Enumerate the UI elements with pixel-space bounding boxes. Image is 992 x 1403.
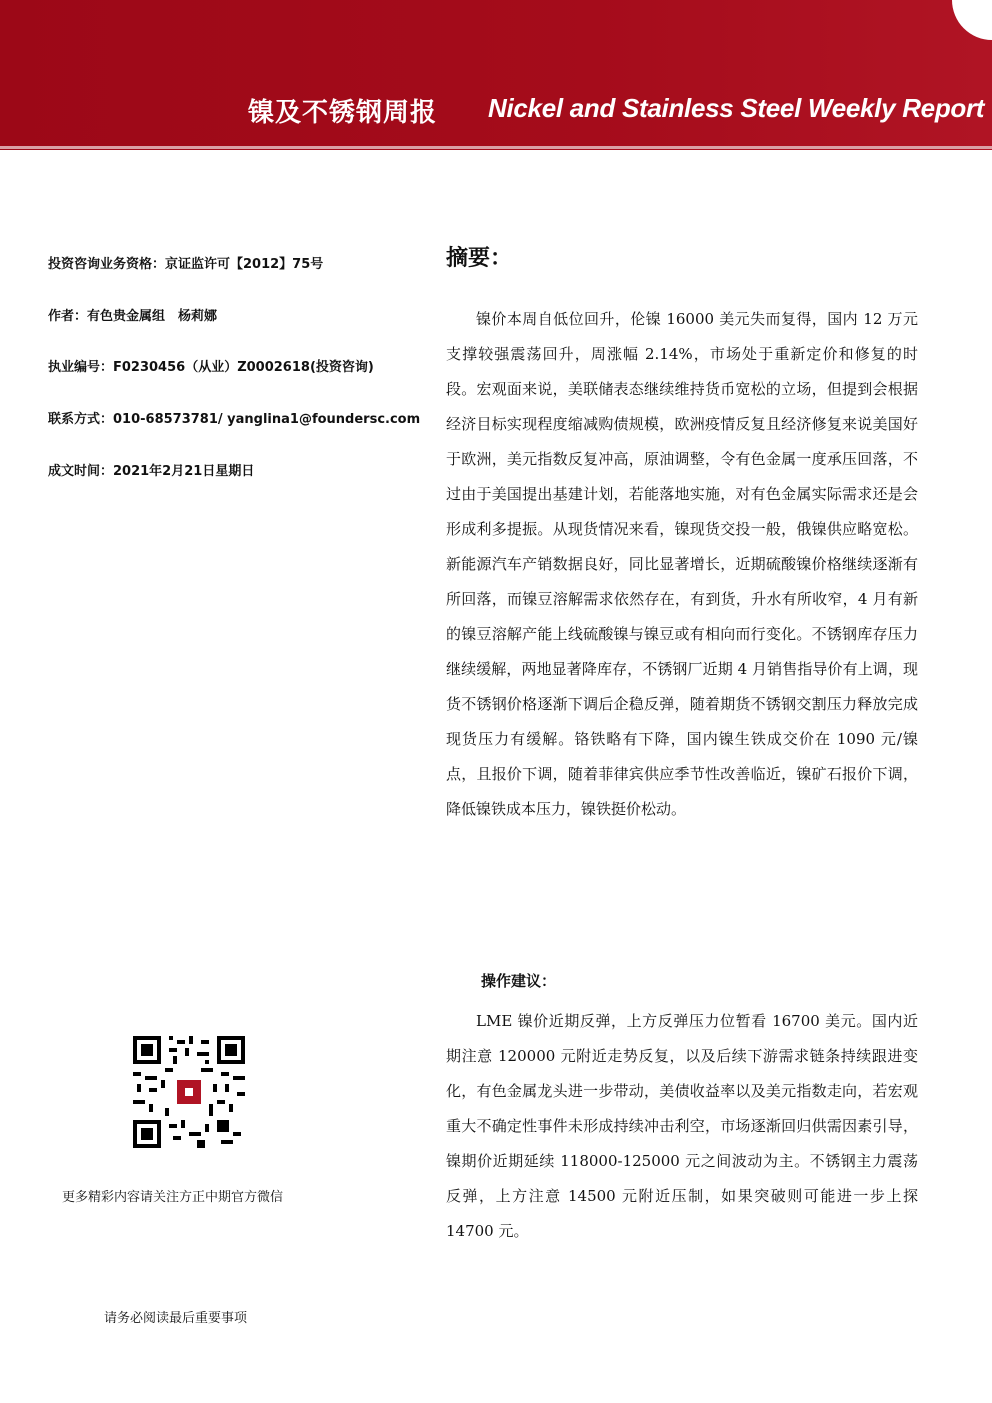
meta-contact: 联系方式：010-68573781/ yanglina1@foundersc.com (48, 412, 421, 427)
meta-date: 成文时间：2021年2月21日星期日 (48, 464, 255, 479)
report-title-en: Nickel and Stainless Steel Weekly Report (488, 93, 985, 123)
abstract-heading: 摘要： (446, 246, 513, 271)
qr-code-icon (133, 1036, 245, 1148)
operation-heading: 操作建议： (481, 972, 557, 990)
meta-qualification: 投资咨询业务资格：京证监许可【2012】75号 (48, 257, 324, 272)
banner-corner (952, 0, 992, 40)
operation-paragraph: LME 镍价近期反弹，上方反弹压力位暂看 16700 美元。国内近期注意 120000 元附近走势反复，以及后续下游需求链条持续跟进变化，有色金属龙头进一步带动，美债收益率以及美元指数走向，若宏观重大不确定性事件未形成持续冲击利空，市场逐渐回归供需因素引导，镍期价近期延续 118000-125000 元之间波动为主。不锈钢主力震荡反弹，上方注意 14500 元附近压制，如果突破则可能进一步上探 14700 元。 (446, 1012, 918, 1240)
header-banner (0, 0, 992, 150)
meta-license: 执业编号：F0230456（从业）Z0002618(投资咨询) (48, 360, 374, 375)
report-title-cn: 镍及不锈钢周报 (248, 98, 438, 128)
footer-note: 请务必阅读最后重要事项 (104, 1311, 248, 1326)
qr-caption: 更多精彩内容请关注方正中期官方微信 (62, 1190, 284, 1205)
banner-divider (0, 146, 992, 149)
abstract-paragraph: 镍价本周自低位回升，伦镍 16000 美元失而复得，国内 12 万元支撑较强震荡回升，周涨幅 2.14%，市场处于重新定价和修复的时段。宏观面来说，美联储表态继续维持货币宽松的立场，但提到会根据经济目标实现程度缩减购债规模，欧洲疫情反复且经济修复来说美国好于欧洲，美元指数反复冲高，原油调整，令有色金属一度承压回落，不过由于美国提出基建计划，若能落地实施，对有色金属实际需求还是会形成利多提振。从现货情况来看，镍现货交投一般，俄镍供应略宽松。新能源汽车产销数据良好，同比显著增长，近期硫酸镍价格继续逐渐有所回落，而镍豆溶解需求依然存在，有到货，升水有所收窄，4 月有新的镍豆溶解产能上线硫酸镍与镍豆或有相向而行变化。不锈钢库存压力继续缓解，两地显著降库存，不锈钢厂近期 4 月销售指导价有上调，现货不锈钢价格逐渐下调后企稳反弹，随着期货不锈钢交割压力释放完成现货压力有缓解。铬铁略有下降，国内镍生铁成交价在 1090 元/镍点，且报价下调，随着菲律宾供应季节性改善临近，镍矿石报价下调，降低镍铁成本压力，镍铁挺价松动。 (446, 310, 918, 818)
meta-author: 作者：有色贵金属组 杨莉娜 (48, 309, 218, 324)
